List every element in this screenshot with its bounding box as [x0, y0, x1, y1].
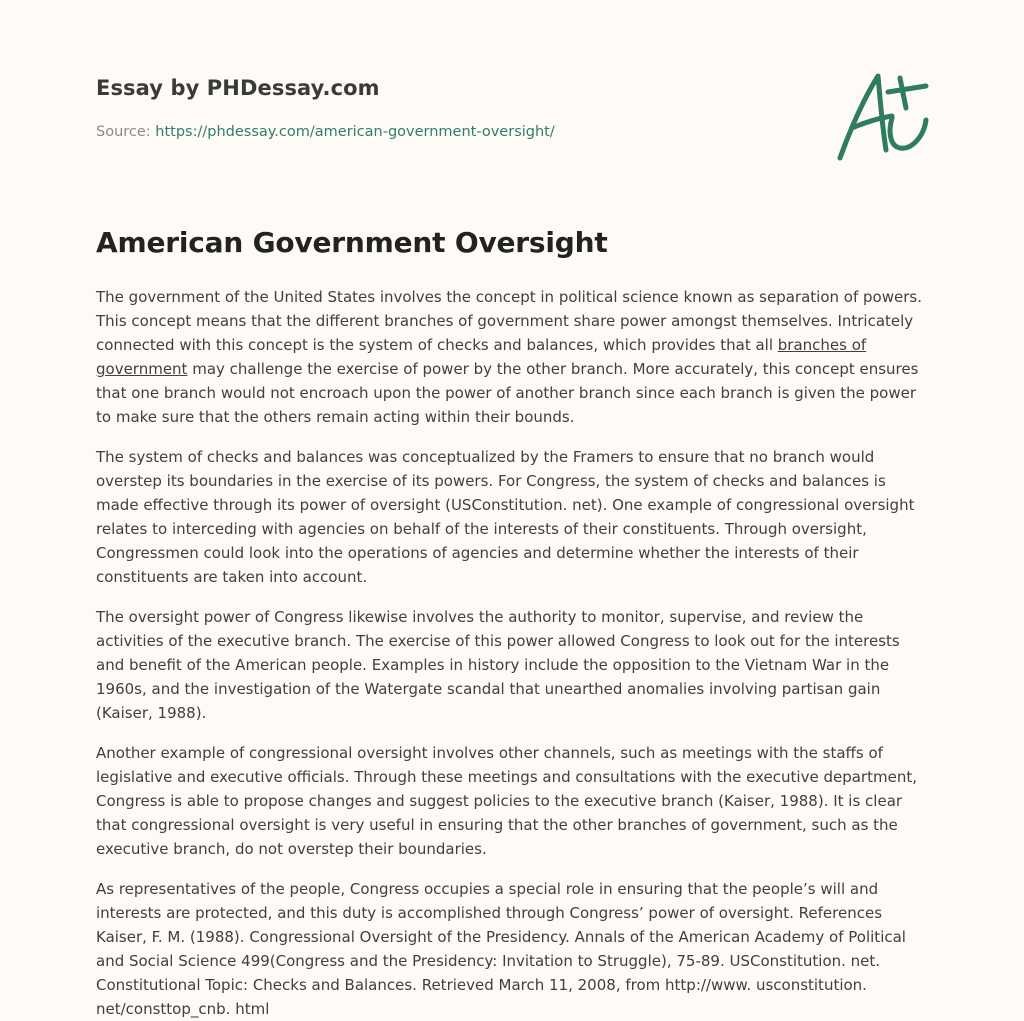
source-label: Source:	[96, 124, 151, 140]
essay-title: American Government Oversight	[96, 226, 608, 259]
site-title: Essay by PHDessay.com	[96, 76, 380, 100]
branches-of-government-link[interactable]: branches of government	[96, 336, 867, 378]
essay-paragraph-4: Another example of congressional oversight involves other channels, such as meetings with the staffs of legislative and executive officials. Through these meetings and consultations with the executive department, Congress is able to propose changes and suggest policies to the executive branch (Kaiser, 1988). It is clear that congressional oversight is very useful in ensuring that the other branches of government, such as the executive branch, do not overstep their boundaries.	[96, 744, 917, 858]
paragraph-1-text-after: may challenge the exercise of power by the other branch. More accurately, this concept ensures that one branch would not encroach upon the power of another branch since each branch is given the power to make sure that the others remain acting within their bounds.	[96, 360, 919, 426]
essay-paragraph-1	[96, 285, 928, 429]
paragraph-1-text-before: The government of the United States involves the concept in political science known as separation of powers. This concept means that the different branches of government share power amongst themselves. Intricately connected with this concept is the system of checks and balances, which provides that all	[96, 288, 922, 354]
essay-paragraph-5: As representatives of the people, Congress occupies a special role in ensuring that the people’s will and interests are protected, and this duty is accomplished through Congress’ power of oversight. References Kaiser, F. M. (1988). Congressional Oversight of the Presidency. Annals of the American Academy of Political and Social Science 499(Congress and the Presidency: Invitation to Struggle), 75-89. USConstitution. net. Constitutional Topic: Checks and Balances. Retrieved March 11, 2008, from http://www. usconstitution. net/consttop_cnb. html	[96, 880, 906, 1018]
page-header	[96, 0, 928, 200]
a-plus-logo-icon	[830, 68, 934, 164]
essay-paragraph-2: The system of checks and balances was conceptualized by the Framers to ensure that no branch would overstep its boundaries in the exercise of its powers. For Congress, the system of checks and balances is made effective through its power of oversight (USConstitution. net). One example of congressional oversight relates to interceding with agencies on behalf of the interests of their constituents. Through oversight, Congressmen could look into the operations of agencies and determine whether the interests of their constituents are taken into account.	[96, 448, 915, 586]
essay-paragraph-3: The oversight power of Congress likewise involves the authority to monitor, supervise, and review the activities of the executive branch. The exercise of this power allowed Congress to look out for the interests and benefit of the American people. Examples in history include the opposition to the Vietnam War in the 1960s, and the investigation of the Watergate scandal that unearthed anomalies involving partisan gain (Kaiser, 1988).	[96, 608, 900, 722]
essay-body	[96, 285, 928, 1021]
source-line	[96, 124, 555, 140]
source-link[interactable]: https://phdessay.com/american-government-oversight/	[155, 124, 555, 140]
